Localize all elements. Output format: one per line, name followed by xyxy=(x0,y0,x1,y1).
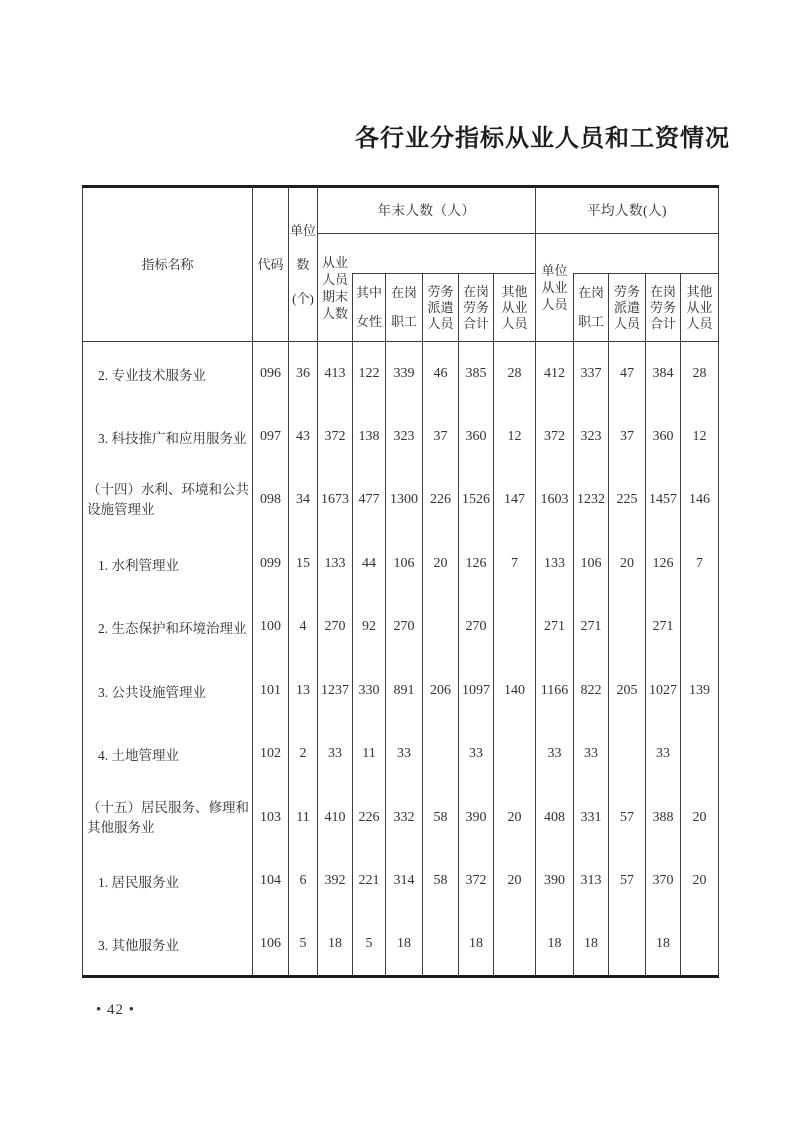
cell-value: 226 xyxy=(423,469,459,533)
row-code: 101 xyxy=(253,659,289,723)
cell-value xyxy=(423,913,459,977)
cell-value: 126 xyxy=(459,532,494,596)
cell-value: 271 xyxy=(646,596,681,660)
cell-value: 11 xyxy=(353,723,386,787)
cell-value: 57 xyxy=(609,850,646,914)
table-row xyxy=(83,723,719,787)
row-units: 6 xyxy=(289,850,318,914)
row-units: 43 xyxy=(289,405,318,469)
cell-value: 7 xyxy=(681,532,719,596)
cell-value: 122 xyxy=(353,342,386,406)
cell-value: 33 xyxy=(318,723,353,787)
table-row xyxy=(83,850,719,914)
cell-value: 5 xyxy=(353,913,386,977)
cell-value: 33 xyxy=(574,723,609,787)
row-code: 104 xyxy=(253,850,289,914)
cell-value: 390 xyxy=(459,786,494,850)
cell-value: 28 xyxy=(681,342,719,406)
cell-value: 225 xyxy=(609,469,646,533)
cell-value: 392 xyxy=(318,850,353,914)
cell-value xyxy=(681,596,719,660)
cell-value: 360 xyxy=(459,405,494,469)
row-label: 4. 土地管理业 xyxy=(83,723,253,787)
row-units: 2 xyxy=(289,723,318,787)
row-code: 096 xyxy=(253,342,289,406)
cell-value: 372 xyxy=(459,850,494,914)
cell-value: 384 xyxy=(646,342,681,406)
cell-value: 1603 xyxy=(536,469,574,533)
table-row xyxy=(83,596,719,660)
row-code: 097 xyxy=(253,405,289,469)
cell-value: 46 xyxy=(423,342,459,406)
cell-value xyxy=(609,913,646,977)
cell-value: 37 xyxy=(609,405,646,469)
cell-value: 372 xyxy=(318,405,353,469)
cell-value: 891 xyxy=(386,659,423,723)
cell-value: 146 xyxy=(681,469,719,533)
col-header-avg-unit-employees: 单位 从业 人员 xyxy=(536,234,574,342)
cell-value: 313 xyxy=(574,850,609,914)
col-group-average-headcount: 平均人数(人) xyxy=(536,187,719,234)
cell-value: 58 xyxy=(423,850,459,914)
cell-value: 44 xyxy=(353,532,386,596)
col-header-code: 代码 xyxy=(253,187,289,342)
cell-value: 412 xyxy=(536,342,574,406)
cell-value: 20 xyxy=(423,532,459,596)
col-header-avg-onpost-staff: 在岗 职工 xyxy=(574,274,609,342)
cell-value: 20 xyxy=(681,786,719,850)
table-row xyxy=(83,913,719,977)
cell-value: 1457 xyxy=(646,469,681,533)
cell-value: 33 xyxy=(386,723,423,787)
row-units: 5 xyxy=(289,913,318,977)
cell-value xyxy=(609,596,646,660)
row-code: 098 xyxy=(253,469,289,533)
cell-value: 92 xyxy=(353,596,386,660)
cell-value: 370 xyxy=(646,850,681,914)
col-header-avg-onpost-dispatch-total: 在岗 劳务 合计 xyxy=(646,274,681,342)
row-label: （十五）居民服务、修理和其他服务业 xyxy=(83,786,253,850)
cell-value: 106 xyxy=(386,532,423,596)
col-header-avg-other-employees: 其他 从业 人员 xyxy=(681,274,719,342)
cell-value: 1166 xyxy=(536,659,574,723)
cell-value: 372 xyxy=(536,405,574,469)
table-row xyxy=(83,532,719,596)
cell-value: 33 xyxy=(459,723,494,787)
page-number: • 42 • xyxy=(96,1002,136,1018)
cell-value: 332 xyxy=(386,786,423,850)
cell-value: 140 xyxy=(494,659,536,723)
header-spacer-year-end xyxy=(353,234,536,274)
cell-value: 339 xyxy=(386,342,423,406)
cell-value: 1526 xyxy=(459,469,494,533)
cell-value xyxy=(494,913,536,977)
table-row xyxy=(83,469,719,533)
row-code: 100 xyxy=(253,596,289,660)
cell-value: 47 xyxy=(609,342,646,406)
cell-value: 205 xyxy=(609,659,646,723)
cell-value xyxy=(494,723,536,787)
cell-value: 18 xyxy=(386,913,423,977)
cell-value: 270 xyxy=(459,596,494,660)
row-label: 2. 生态保护和环境治理业 xyxy=(83,596,253,660)
table-row xyxy=(83,659,719,723)
cell-value: 314 xyxy=(386,850,423,914)
row-code: 102 xyxy=(253,723,289,787)
cell-value: 28 xyxy=(494,342,536,406)
cell-value: 1097 xyxy=(459,659,494,723)
cell-value: 477 xyxy=(353,469,386,533)
col-header-unit-count: 单位 数 (个) xyxy=(289,187,318,342)
row-units: 15 xyxy=(289,532,318,596)
row-units: 11 xyxy=(289,786,318,850)
cell-value: 18 xyxy=(536,913,574,977)
cell-value: 413 xyxy=(318,342,353,406)
row-units: 13 xyxy=(289,659,318,723)
cell-value: 323 xyxy=(574,405,609,469)
cell-value: 20 xyxy=(494,850,536,914)
cell-value: 18 xyxy=(646,913,681,977)
row-units: 4 xyxy=(289,596,318,660)
cell-value: 1027 xyxy=(646,659,681,723)
row-label: 3. 其他服务业 xyxy=(83,913,253,977)
cell-value: 270 xyxy=(386,596,423,660)
table-body xyxy=(83,342,719,977)
cell-value: 271 xyxy=(574,596,609,660)
col-header-yearend-total-employees: 从业 人员 期末 人数 xyxy=(318,234,353,342)
cell-value: 408 xyxy=(536,786,574,850)
cell-value: 20 xyxy=(609,532,646,596)
cell-value: 18 xyxy=(574,913,609,977)
cell-value: 270 xyxy=(318,596,353,660)
cell-value: 12 xyxy=(681,405,719,469)
row-label: 3. 科技推广和应用服务业 xyxy=(83,405,253,469)
cell-value xyxy=(423,723,459,787)
cell-value: 58 xyxy=(423,786,459,850)
col-group-year-end-headcount: 年末人数（人） xyxy=(318,187,536,234)
cell-value: 1237 xyxy=(318,659,353,723)
cell-value: 271 xyxy=(536,596,574,660)
cell-value xyxy=(423,596,459,660)
table-row xyxy=(83,405,719,469)
industry-indicator-table xyxy=(82,185,719,978)
table-header xyxy=(83,187,719,342)
cell-value: 126 xyxy=(646,532,681,596)
cell-value: 388 xyxy=(646,786,681,850)
col-header-avg-dispatched-workers: 劳务 派遣 人员 xyxy=(609,274,646,342)
table-row xyxy=(83,786,719,850)
row-code: 099 xyxy=(253,532,289,596)
cell-value: 139 xyxy=(681,659,719,723)
cell-value: 147 xyxy=(494,469,536,533)
col-header-yearend-dispatched-workers: 劳务 派遣 人员 xyxy=(423,274,459,342)
cell-value: 20 xyxy=(494,786,536,850)
header-spacer-average xyxy=(574,234,719,274)
col-header-yearend-onpost-dispatch-total: 在岗 劳务 合计 xyxy=(459,274,494,342)
cell-value: 410 xyxy=(318,786,353,850)
cell-value: 33 xyxy=(646,723,681,787)
col-header-yearend-female: 其中 女性 xyxy=(353,274,386,342)
cell-value: 33 xyxy=(536,723,574,787)
cell-value: 1673 xyxy=(318,469,353,533)
row-label: 2. 专业技术服务业 xyxy=(83,342,253,406)
cell-value: 133 xyxy=(318,532,353,596)
cell-value xyxy=(681,913,719,977)
cell-value: 138 xyxy=(353,405,386,469)
cell-value: 12 xyxy=(494,405,536,469)
col-header-yearend-other-employees: 其他 从业 人员 xyxy=(494,274,536,342)
table-row xyxy=(83,342,719,406)
cell-value: 37 xyxy=(423,405,459,469)
col-header-indicator-name: 指标名称 xyxy=(83,187,253,342)
row-label: 3. 公共设施管理业 xyxy=(83,659,253,723)
cell-value: 226 xyxy=(353,786,386,850)
cell-value: 18 xyxy=(318,913,353,977)
cell-value: 206 xyxy=(423,659,459,723)
page-title: 各行业分指标从业人员和工资情况 xyxy=(355,126,730,152)
row-units: 34 xyxy=(289,469,318,533)
cell-value: 133 xyxy=(536,532,574,596)
cell-value: 221 xyxy=(353,850,386,914)
cell-value: 7 xyxy=(494,532,536,596)
row-label: 1. 居民服务业 xyxy=(83,850,253,914)
cell-value: 323 xyxy=(386,405,423,469)
cell-value: 331 xyxy=(574,786,609,850)
cell-value: 330 xyxy=(353,659,386,723)
cell-value: 18 xyxy=(459,913,494,977)
cell-value: 20 xyxy=(681,850,719,914)
row-code: 103 xyxy=(253,786,289,850)
cell-value: 1232 xyxy=(574,469,609,533)
cell-value: 360 xyxy=(646,405,681,469)
cell-value xyxy=(609,723,646,787)
cell-value: 106 xyxy=(574,532,609,596)
cell-value: 57 xyxy=(609,786,646,850)
cell-value xyxy=(681,723,719,787)
cell-value xyxy=(494,596,536,660)
cell-value: 390 xyxy=(536,850,574,914)
row-label: 1. 水利管理业 xyxy=(83,532,253,596)
cell-value: 822 xyxy=(574,659,609,723)
cell-value: 1300 xyxy=(386,469,423,533)
row-code: 106 xyxy=(253,913,289,977)
col-header-yearend-onpost-staff: 在岗 职工 xyxy=(386,274,423,342)
cell-value: 385 xyxy=(459,342,494,406)
cell-value: 337 xyxy=(574,342,609,406)
row-units: 36 xyxy=(289,342,318,406)
row-label: （十四）水利、环境和公共设施管理业 xyxy=(83,469,253,533)
